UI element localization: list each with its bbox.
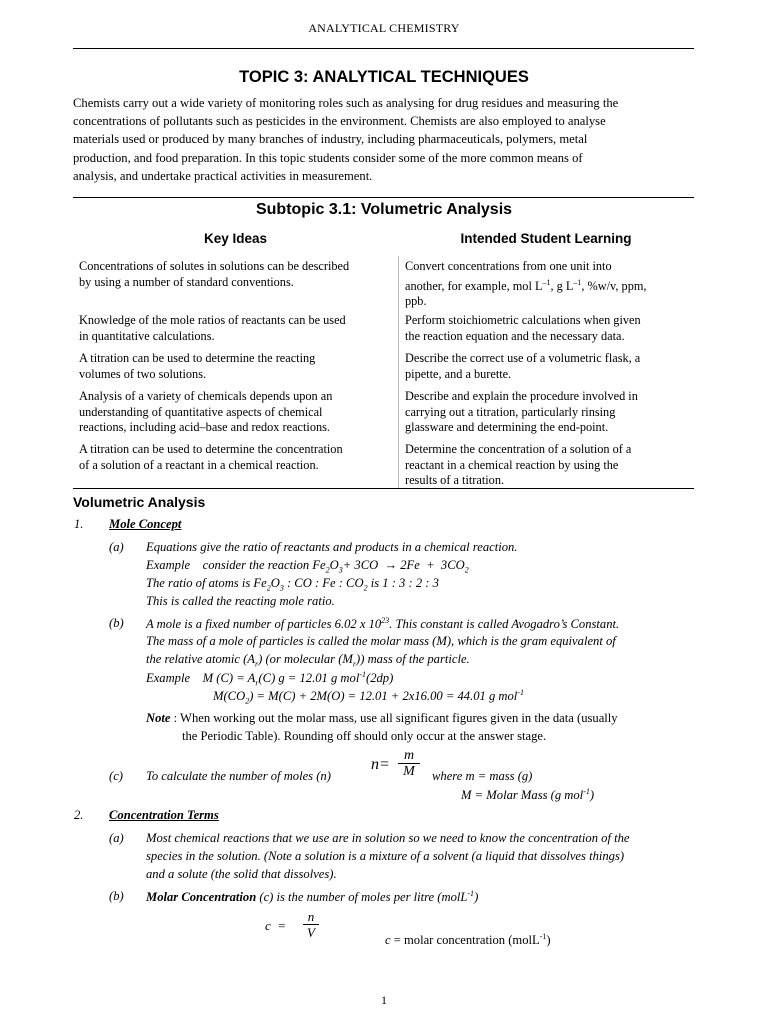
- cell-line: volumes of two solutions.: [79, 366, 207, 381]
- intro-line: Chemists carry out a wide variety of monitoring roles such as analysing for drug residues and measuring the: [73, 96, 619, 110]
- running-header: ANALYTICAL CHEMISTRY: [308, 21, 460, 35]
- key-idea-cell: [79, 259, 397, 290]
- text-line: A mole is a fixed number of particles 6.02 x $10^{23}$. This constant is called Avogadro’s Constant.: [146, 616, 620, 632]
- cell-line: Convert concentrations from one unit into: [405, 259, 612, 273]
- text-line: M = Molar Mass (g mol$^{-1}$): [461, 787, 595, 803]
- header-rule: [73, 48, 694, 49]
- key-idea-cell: [79, 351, 397, 382]
- cell-line: pipette, and a burette.: [405, 366, 512, 381]
- cell-line: glassware and determining the end-point.: [405, 420, 609, 435]
- topic-title: TOPIC 3: ANALYTICAL TECHNIQUES: [239, 68, 529, 86]
- cell-line: carrying out a titration, particularly rinsing: [405, 404, 616, 419]
- learning-cell: [405, 442, 695, 489]
- item-number: 1.: [74, 517, 84, 531]
- cell-line: Determine the concentration of a solution of a: [405, 442, 632, 456]
- column-divider: [398, 256, 399, 488]
- item-title-concentration-terms: Concentration Terms: [109, 808, 219, 822]
- item-number: 2.: [74, 808, 84, 822]
- col-header-student-learning: Intended Student Learning: [460, 231, 632, 246]
- sub-label: (c): [109, 769, 123, 783]
- key-idea-cell: [79, 442, 397, 473]
- cell-line: the reaction equation and the necessary data.: [405, 328, 625, 343]
- text-line: Molar Concentration (c) is the number of moles per litre (molL$^{-1}$): [146, 889, 479, 905]
- learning-cell: [405, 351, 695, 382]
- learning-cell: [405, 313, 695, 344]
- table-top-rule: [73, 197, 694, 198]
- sub-label: (b): [109, 889, 124, 903]
- cell-line: ppb.: [405, 294, 427, 309]
- table-bottom-rule: [73, 488, 694, 489]
- section-title: Volumetric Analysis: [73, 494, 206, 510]
- text-line: This is called the reacting mole ratio.: [146, 594, 335, 608]
- cell-line: of a solution of a reactant in a chemical reaction.: [79, 457, 319, 472]
- page-number: 1: [381, 993, 387, 1007]
- intro-paragraph: [73, 94, 695, 185]
- subtopic-title: Subtopic 3.1: Volumetric Analysis: [255, 201, 513, 218]
- sub-label: (b): [109, 616, 124, 630]
- text-line: Equations give the ratio of reactants and products in a chemical reaction.: [146, 540, 518, 554]
- cell-line: A titration can be used to determine the concentration: [79, 442, 343, 456]
- sub-label: (a): [109, 831, 124, 845]
- cell-line: Perform stoichiometric calculations when given: [405, 313, 641, 327]
- text-line: $M(CO_2) = M(C) + 2M(O) = 12.01 + 2x16.00 = 44.01$ g mol$^{-1}$: [213, 688, 524, 706]
- note-line: Note : When working out the molar mass, use all significant figures given in the data (usually: [146, 711, 618, 725]
- text-line: and a solute (the solid that dissolves).: [146, 867, 337, 881]
- definition-line: c = molar concentration (molL$^{-1}$): [385, 932, 551, 948]
- text-line: the relative atomic $(A_r)$ (or molecular $(M_r)$) mass of the particle.: [146, 652, 470, 669]
- note-line: the Periodic Table). Rounding off should only occur at the answer stage.: [182, 729, 547, 743]
- intro-line: concentrations of pollutants such as pesticides in the environment. Chemists are also employed to analyse: [73, 114, 606, 129]
- text-line: Most chemical reactions that we use are in solution so we need to know the concentration of the: [146, 831, 630, 845]
- sub-label: (a): [109, 540, 124, 554]
- cell-line: reactant in a chemical reaction by using the: [405, 457, 619, 472]
- cell-line: understanding of quantitative aspects of chemical: [79, 404, 323, 419]
- cell-line: A titration can be used to determine the reacting: [79, 351, 316, 365]
- text-line: To calculate the number of moles (n): [146, 769, 331, 783]
- cell-line: Describe and explain the procedure involved in: [405, 389, 638, 403]
- text-line: The mass of a mole of particles is called the molar mass (M), which is the gram equivalent of: [146, 634, 616, 648]
- cell-line: Analysis of a variety of chemicals depends upon an: [79, 389, 333, 403]
- cell-line: results of a titration.: [405, 473, 505, 488]
- key-idea-cell: [79, 313, 397, 344]
- learning-cell: [405, 389, 695, 436]
- cell-line: reactions, including acid–base and redox reactions.: [79, 420, 330, 435]
- key-idea-cell: [79, 389, 397, 436]
- formula-c: c =: [265, 918, 287, 933]
- cell-line: Concentrations of solutes in solutions can be described: [79, 259, 350, 273]
- text-line: Example consider the reaction $Fe_2O_3+ 3CO \to 2Fe + 3CO_2$: [146, 558, 469, 575]
- col-header-key-ideas: Key Ideas: [203, 231, 268, 246]
- intro-line: production, and food preparation. In this topic students consider some of the more common means of: [73, 150, 583, 165]
- text-line: The ratio of atoms is $Fe_2O_3$ : CO : Fe : $CO_2$ is 1 : 3 : 2 : 3: [146, 576, 439, 593]
- learning-cell: [405, 259, 695, 310]
- cell-line: another, for example, mol $L^{-1}$, g $L^{-1}$, %w/v, ppm,: [405, 277, 647, 293]
- fraction-n-over-V: $\frac{n}{V}$: [303, 909, 319, 940]
- formula-n: n=: [371, 756, 390, 773]
- item-title-mole-concept: Mole Concept: [109, 517, 182, 531]
- text-line: species in the solution. (Note a solution is a mixture of a solvent (a liquid that dissolves things): [146, 849, 625, 863]
- cell-line: Describe the correct use of a volumetric flask, a: [405, 351, 641, 365]
- intro-line: analysis, and undertake practical activities in measurement.: [73, 168, 373, 183]
- text-line: where m = mass (g): [432, 769, 533, 783]
- fraction-m-over-M: $\frac{m}{M}$: [398, 748, 420, 779]
- cell-line: in quantitative calculations.: [79, 328, 215, 343]
- text-line: Example M $(C) = A_r(C) g = 12.01$ g mol$^{-1}$(2dp): [146, 670, 394, 688]
- intro-line: materials used or produced by many branches of industry, including pharmaceuticals, polymers, metal: [73, 132, 588, 147]
- cell-line: Knowledge of the mole ratios of reactants can be used: [79, 313, 346, 327]
- cell-line: by using a number of standard conventions.: [79, 274, 294, 289]
